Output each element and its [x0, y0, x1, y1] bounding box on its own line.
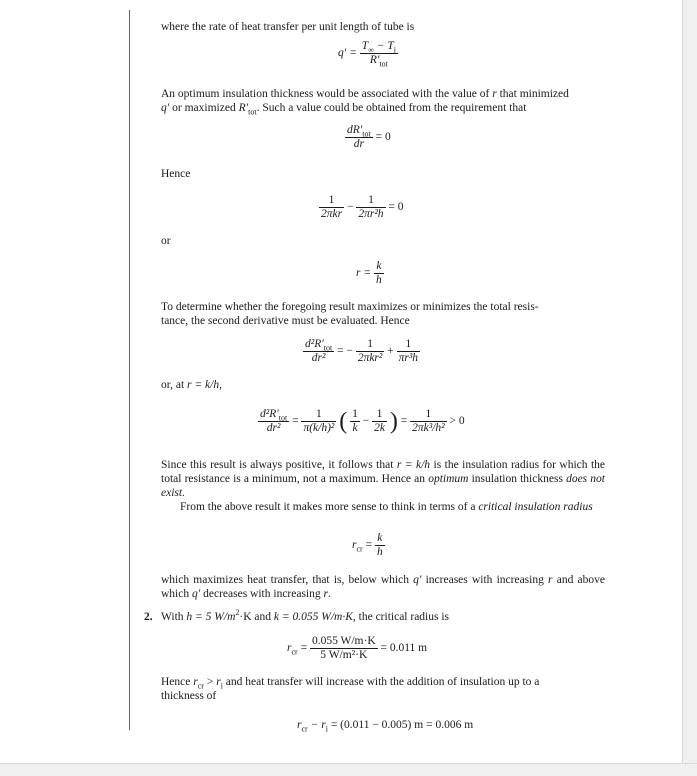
eq3-rhs: = 0: [388, 201, 404, 214]
page-frame-bottom: [0, 763, 697, 776]
eq2-rhs: = 0: [375, 131, 391, 144]
eq5-lhs-fraction: $\frac{d^2R'_{tot}}{\text{dr²}}$: [305, 338, 333, 364]
equation-heat-rate: [338, 40, 398, 67]
eq6-fraction-g1: $\frac{1}{k}$: [352, 408, 358, 434]
label-hence: Hence: [161, 168, 191, 180]
eq6-lhs-fraction: $\frac{d^2R'_{tot}}{\text{dr²}}$: [260, 408, 288, 434]
eq3-fraction-1: $\frac{1}{\text{2πkr}}$: [321, 194, 343, 220]
paragraph-optimum: An optimum insulation thickness would be associated with the value of r that minimized q′ or maximized $R'_{tot}$. Such a value could be obtained from the requirement that: [161, 88, 569, 117]
margin-rule: [129, 10, 130, 730]
paragraph-critical-radius: From the above result it makes more sense to think in terms of a critical insulation radius: [180, 501, 593, 513]
eq6-fraction-g2: $\frac{1}{2k}$: [374, 408, 385, 434]
equation-first-derivative: $\frac{1}{\text{2πkr}}$ − $\frac{1}{\text{2πr²h}}$ = 0: [321, 194, 404, 220]
eq8-fraction: $\frac{0.055 W/m\cdot K}{\text{5 W/m²·K}}$: [311, 635, 376, 661]
item-2-text: With h = 5 $W/m^2\cdot K$ and k = 0.055 W/m·K, the critical radius is: [161, 608, 450, 623]
equation-critical-radius-numeric: $r_{cr}$ = $\frac{0.055 W/m\cdot K}{\text{5 W/m²·K}}$ = 0.011 m: [287, 635, 428, 661]
eq1-lhs: q′ =: [338, 47, 357, 60]
eq2-fraction: $\frac{dR'_{tot}}{dr}$: [347, 124, 371, 150]
eq5-fraction-2: $\frac{1}{\text{πr³h}}$: [398, 338, 419, 364]
paragraph-heat-rate: where the rate of heat transfer per unit length of tube is: [161, 21, 415, 33]
eq6-fraction-2: $\frac{1}{\text{2πk³/h²}}$: [412, 408, 445, 434]
paragraph-at-r: or, at r = k/h,: [161, 379, 222, 391]
equation-derivative-zero: [345, 124, 391, 151]
label-or: or: [161, 235, 171, 247]
eq7-fraction: $\frac{k}{h}$: [376, 532, 383, 558]
equation-second-derivative: $\frac{d^2R'_{tot}}{\text{dr²}}$ = − $\frac{1}{\text{2πkr²}}$ + $\frac{1}{\text{πr³h}}$: [305, 338, 419, 364]
eq1-fraction: $\frac{T_\infty - T_i}{R'_{tot}}$: [361, 40, 397, 69]
paragraph-maximizes-heat: which maximizes heat transfer, that is, below which q′ increases with increasing r and above which q′ decreases with increasing r.: [161, 574, 605, 600]
equation-critical-radius: $r_{cr}$ = $\frac{k}{h}$: [352, 532, 383, 558]
paragraph-second-derivative: To determine whether the foregoing result maximizes or minimizes the total resis- tance, the second derivative must be evaluated. Hence: [161, 301, 539, 327]
equation-second-derivative-evaluated: $\frac{d^2R'_{tot}}{\text{dr²}}$ = $\frac{1}{\text{π(k/h)²}}$ ( $\frac{1}{k}$ − $\frac{1}{2k}$ ) = $\frac{1}{\text{2πk³/h²}}$ > 0: [260, 408, 465, 435]
eq5-fraction-1: $\frac{1}{\text{2πkr²}}$: [357, 338, 383, 364]
paragraph-thickness: Hence $r_{cr} > r_i$ and heat transfer will increase with the addition of insulation up to a thickness of: [161, 676, 540, 702]
equation-radius: r = $\frac{k}{h}$: [356, 260, 382, 286]
eq3-fraction-2: $\frac{1}{\text{2πr²h}}$: [358, 194, 384, 220]
paragraph-minimum: Since this result is always positive, it follows that r = k/h is the insulation radius for which the total resistance is a minimum, not a maximum. Hence an optimum insulation thickness does not exist.: [161, 459, 606, 499]
eq4-fraction: $\frac{k}{h}$: [376, 260, 382, 286]
item-2-number: 2.: [144, 611, 153, 623]
eq6-fraction-1: $\frac{1}{\text{π(k/h)²}}$: [303, 408, 335, 434]
equation-thickness: $r_{cr} - r_i = (0.011 - 0.005) m = 0.006$ m: [297, 719, 474, 734]
page-frame-right: [682, 0, 697, 775]
